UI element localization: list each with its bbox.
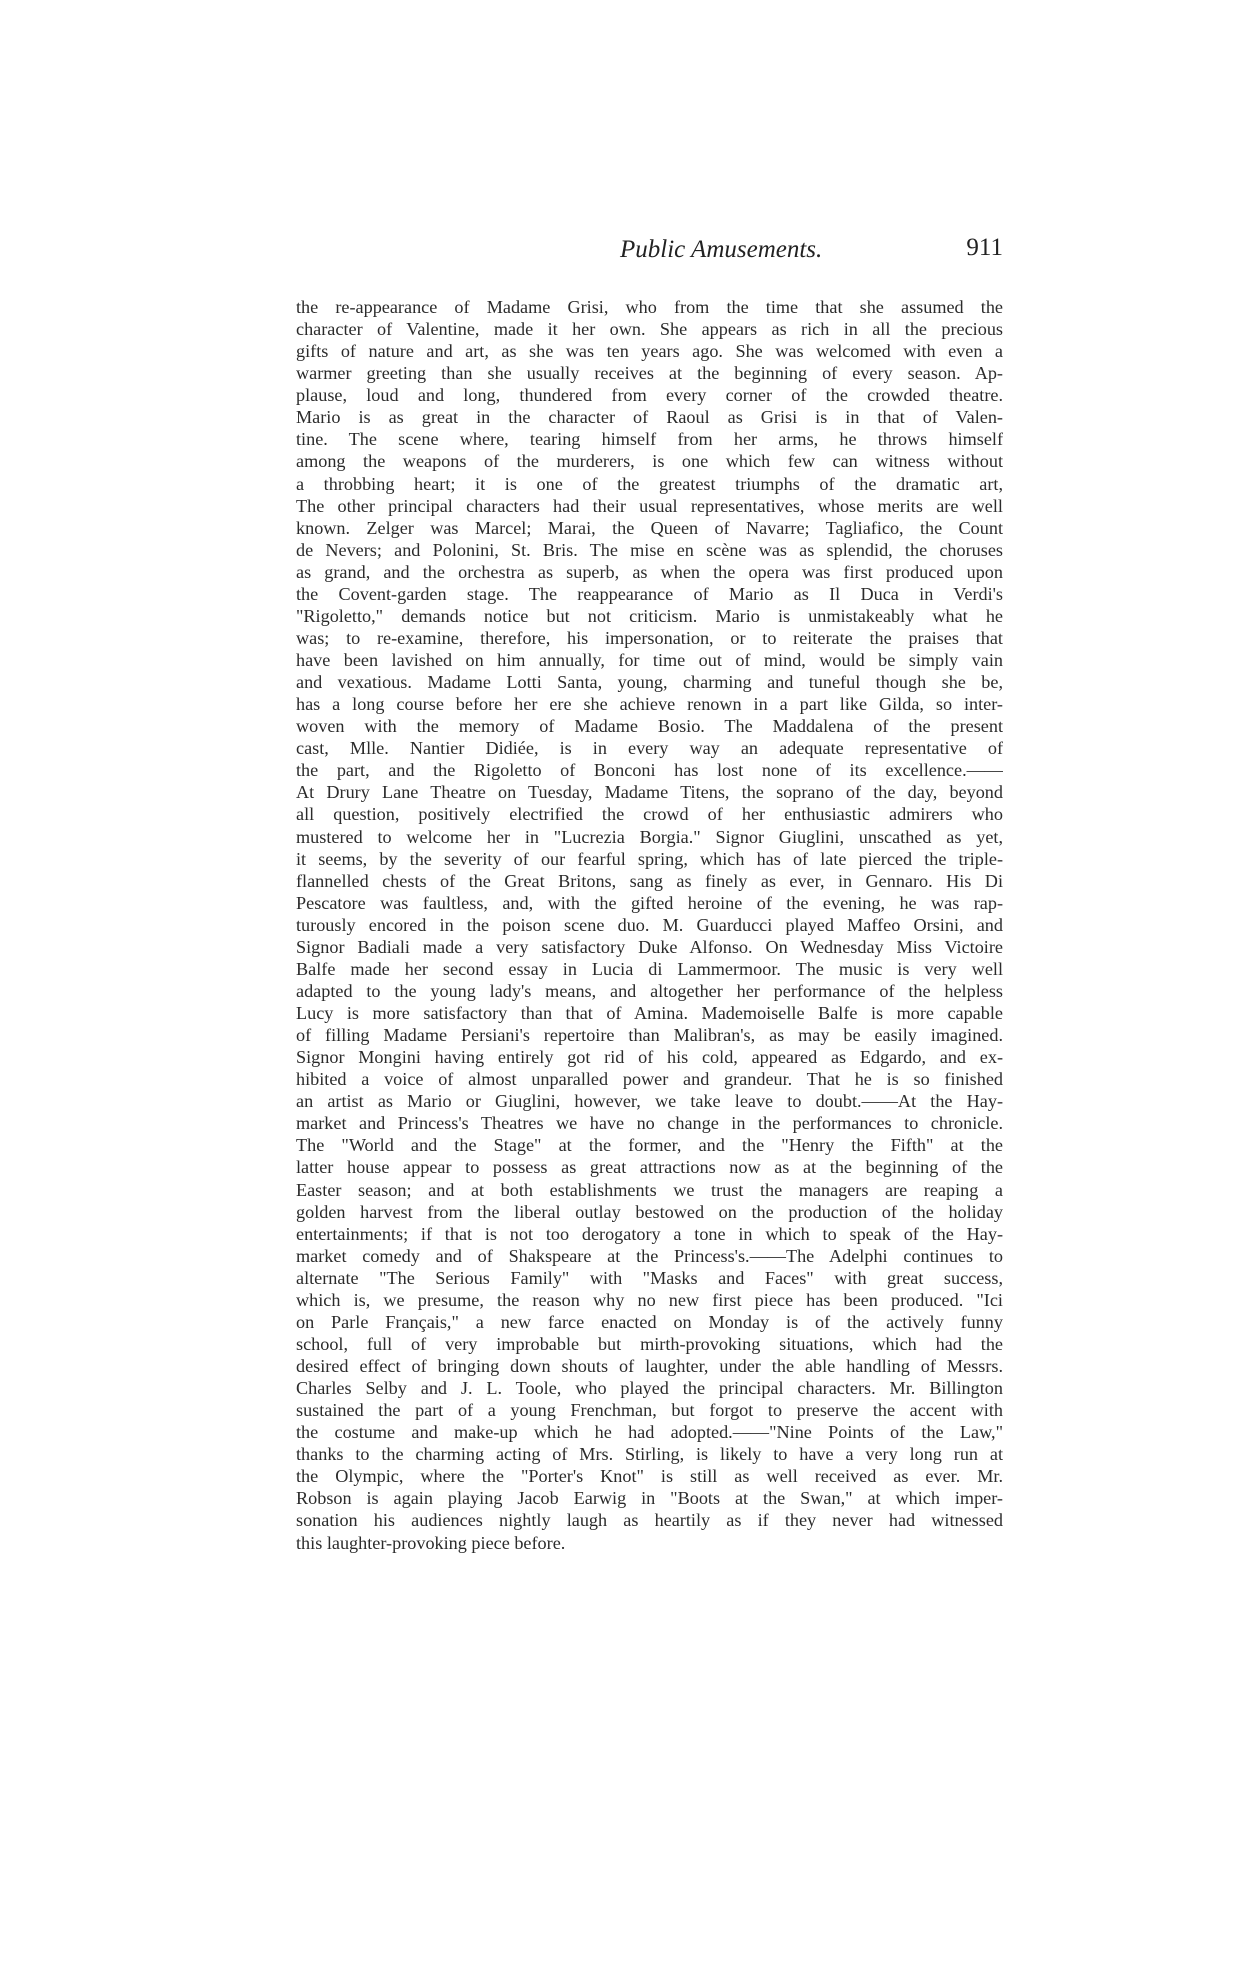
text-line: the costume and make-up which he had adopted.——"Nine Points of the Law,"	[296, 1422, 1003, 1443]
text-line: At Drury Lane Theatre on Tuesday, Madame Titens, the soprano of the day, beyond	[296, 782, 1003, 803]
text-line: cast, Mlle. Nantier Didiée, is in every way an adequate representative of	[296, 738, 1003, 759]
text-line: Signor Mongini having entirely got rid of his cold, appeared as Edgardo, and ex-	[296, 1047, 1003, 1068]
text-line: character of Valentine, made it her own. She appears as rich in all the precious	[296, 319, 1003, 340]
text-line: sustained the part of a young Frenchman, but forgot to preserve the accent with	[296, 1400, 1003, 1421]
text-line: alternate "The Serious Family" with "Masks and Faces" with great success,	[296, 1267, 1003, 1288]
text-line: warmer greeting than she usually receives at the beginning of every season. Ap-	[296, 363, 1003, 384]
text-line: and vexatious. Madame Lotti Santa, young, charming and tuneful though she be,	[296, 672, 1003, 693]
text-line: an artist as Mario or Giuglini, however, we take leave to doubt.——At the Hay-	[296, 1091, 1003, 1112]
text-line: market and Princess's Theatres we have no change in the performances to chronicle.	[296, 1113, 1003, 1134]
text-line: entertainments; if that is not too derogatory a tone in which to speak of the Hay-	[296, 1223, 1003, 1244]
text-line: plause, loud and long, thundered from every corner of the crowded theatre.	[296, 385, 1003, 406]
text-line: hibited a voice of almost unparalled power and grandeur. That he is so finished	[296, 1069, 1003, 1090]
text-line: the re-appearance of Madame Grisi, who from the time that she assumed the	[296, 297, 1003, 317]
text-line: has a long course before her ere she achieve renown in a part like Gilda, so inter-	[296, 694, 1003, 715]
text-line: de Nevers; and Polonini, St. Bris. The mise en scène was as splendid, the choruses	[296, 539, 1003, 560]
text-line: adapted to the young lady's means, and altogether her performance of the helpless	[296, 980, 1003, 1001]
text-line: a throbbing heart; it is one of the greatest triumphs of the dramatic art,	[296, 473, 1003, 494]
text-line: The other principal characters had their usual representatives, whose merits are well	[296, 495, 1003, 516]
text-line: "Rigoletto," demands notice but not criticism. Mario is unmistakeably what he	[296, 605, 1003, 626]
text-line: was; to re-examine, therefore, his impersonation, or to reiterate the praises that	[296, 627, 1003, 648]
text-line: golden harvest from the liberal outlay bestowed on the production of the holiday	[296, 1201, 1003, 1222]
page-number: 911	[966, 234, 1003, 261]
text-line: market comedy and of Shakspeare at the Princess's.——The Adelphi continues to	[296, 1245, 1003, 1266]
text-line: this laughter-provoking piece before.	[296, 1532, 566, 1553]
text-line: latter house appear to possess as great attractions now as at the beginning of the	[296, 1157, 1003, 1178]
text-line: mustered to welcome her in "Lucrezia Borgia." Signor Giuglini, unscathed as yet,	[296, 826, 1003, 847]
text-line: the Covent-garden stage. The reappearance of Mario as Il Duca in Verdi's	[296, 583, 1003, 604]
body-text	[296, 296, 1003, 1766]
text-line: Robson is again playing Jacob Earwig in "Boots at the Swan," at which imper-	[296, 1488, 1003, 1509]
text-line: Pescatore was faultless, and, with the gifted heroine of the evening, he was rap-	[296, 892, 1003, 913]
text-line: gifts of nature and art, as she was ten years ago. She was welcomed with even a	[296, 341, 1003, 362]
running-header	[296, 232, 1003, 272]
text-line: flannelled chests of the Great Britons, sang as finely as ever, in Gennaro. His Di	[296, 870, 1003, 891]
text-line: of filling Madame Persiani's repertoire than Malibran's, as may be easily imagined.	[296, 1025, 1003, 1046]
text-line: Lucy is more satisfactory than that of Amina. Mademoiselle Balfe is more capable	[296, 1003, 1003, 1023]
text-line: woven with the memory of Madame Bosio. The Maddalena of the present	[296, 716, 1003, 737]
text-line: have been lavished on him annually, for time out of mind, would be simply vain	[296, 650, 1003, 670]
text-line: it seems, by the severity of our fearful spring, which has of late pierced the triple-	[296, 848, 1003, 869]
text-line: on Parle Français," a new farce enacted on Monday is of the actively funny	[296, 1311, 1003, 1332]
text-line: known. Zelger was Marcel; Marai, the Queen of Navarre; Tagliafico, the Count	[296, 517, 1003, 538]
text-line: thanks to the charming acting of Mrs. Stirling, is likely to have a very long run at	[296, 1444, 1003, 1465]
text-line: school, full of very improbable but mirth-provoking situations, which had the	[296, 1333, 1003, 1354]
text-line: Balfe made her second essay in Lucia di Lammermoor. The music is very well	[296, 958, 1003, 979]
text-line: Charles Selby and J. L. Toole, who played the principal characters. Mr. Billington	[296, 1378, 1003, 1399]
text-line: Easter season; and at both establishments we trust the managers are reaping a	[296, 1179, 1003, 1200]
text-line: Signor Badiali made a very satisfactory Duke Alfonso. On Wednesday Miss Victoire	[296, 936, 1003, 957]
text-line: as grand, and the orchestra as superb, as when the opera was first produced upon	[296, 561, 1003, 582]
text-line: The "World and the Stage" at the former, and the "Henry the Fifth" at the	[296, 1135, 1003, 1156]
text-line: tine. The scene where, tearing himself from her arms, he throws himself	[296, 429, 1003, 450]
running-title: Public Amusements.	[620, 236, 823, 263]
text-line: Mario is as great in the character of Raoul as Grisi is in that of Valen-	[296, 407, 1003, 428]
text-line: turously encored in the poison scene duo. M. Guarducci played Maffeo Orsini, and	[296, 914, 1003, 935]
text-line: the Olympic, where the "Porter's Knot" is still as well received as ever. Mr.	[296, 1466, 1003, 1487]
text-line: all question, positively electrified the crowd of her enthusiastic admirers who	[296, 804, 1003, 825]
text-line: among the weapons of the murderers, is one which few can witness without	[296, 451, 1003, 472]
text-line: sonation his audiences nightly laugh as heartily as if they never had witnessed	[296, 1510, 1003, 1531]
text-line: the part, and the Rigoletto of Bonconi has lost none of its excellence.——	[296, 760, 1003, 781]
text-line: desired effect of bringing down shouts of laughter, under the able handling of Messrs.	[296, 1356, 1003, 1376]
text-line: which is, we presume, the reason why no new first piece has been produced. "Ici	[296, 1289, 1003, 1310]
